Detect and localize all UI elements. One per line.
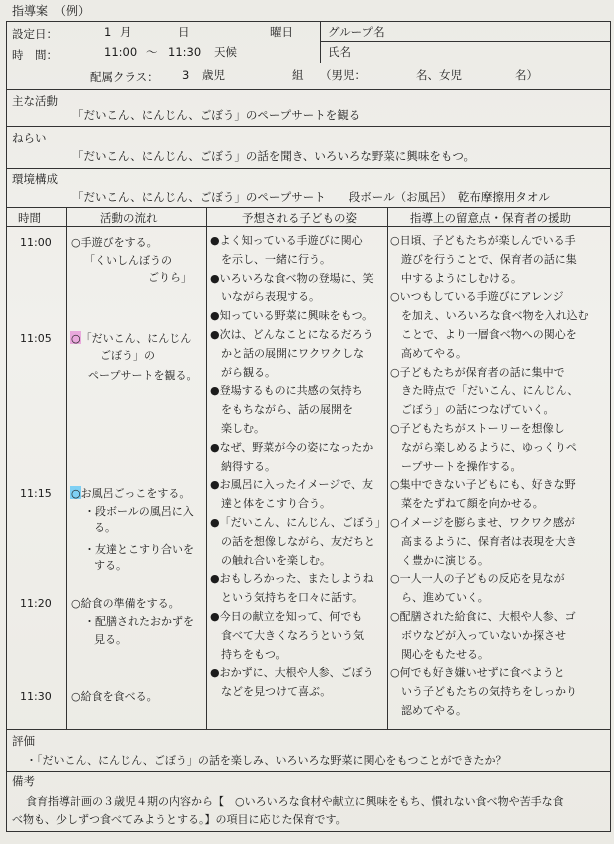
environment-text: 「だいこん、にんじん、ごぼう」のペープサート 段ボール（お風呂） 乾布摩擦用タオル — [72, 190, 550, 204]
time-separator: ～ — [146, 45, 158, 59]
main-activity-label: 主な活動 — [12, 94, 58, 108]
col-header-children: 予想される子どもの姿 — [242, 211, 357, 225]
col-header-flow: 活動の流れ — [100, 211, 158, 225]
flow-activity-3-detail: ・友達とこすり合いを — [84, 543, 194, 556]
flow-activity-4-detail: ・配膳されたおかずを — [84, 615, 194, 628]
flow-activity-1-detail: ごりら」 — [148, 271, 192, 284]
flow-activity-4: ○給食の準備をする。 — [71, 597, 180, 610]
doc-title: 指導案 （例） — [12, 4, 91, 18]
time-cell: 11:05 — [20, 332, 52, 345]
time-label: 時 間： — [12, 48, 58, 62]
col-header-time: 時間 — [18, 211, 41, 225]
day-unit: 日 — [178, 25, 190, 39]
flow-activity-3-detail: る。 — [94, 521, 116, 534]
evaluation-label: 評価 — [12, 734, 35, 748]
evaluation-text: ・「だいこん、にんじん、ごぼう」の話を楽しみ、いろいろな野菜に関心をもつことができたか？ — [26, 754, 507, 767]
time-end: 11:30 — [168, 45, 202, 59]
name-label: 氏名 — [328, 45, 351, 59]
flow-activity-1: ○手遊びをする。 — [71, 236, 158, 249]
flow-activity-1-detail: 「くいしんぼうの — [84, 254, 172, 267]
teacher-support-column: ○日頃、子どもたちが楽しんでいる手 遊びを行うことで、保育者の話に集 中するようにしむける。 ○いつもしている手遊びにアレンジ を加え、いろいろな食べ物を入れ込む ことで、より一層食べ物への関心を 高めてやる。 ○子どもたちが保育者の話に集中で きた時点で「だいこん、にんじん、 ごぼう」の話につなげていく。 ○子どもたちがストーリーを想像し ながら楽しめるように、ゆっくりペ ープサートを操作する。 ○集中できない子どもにも、好きな野 菜をたずねて顔を向かせる。 ○イメージを膨らませ、ワクワク感が 高まるように、保育者は表現を大き く豊かに演じる。 ○一人一人の子どもの反応を見なが ら、進めていく。 ○配膳された給食に、大根や人参、ゴ ボウなどが入っていないか探させ 関心をもたせる。 ○何でも好き嫌いせずに食べようと いう子どもたちの気持ちをしっかり 認めてやる。 — [390, 234, 589, 717]
time-cell: 11:20 — [20, 597, 52, 610]
aim-label: ねらい — [12, 131, 47, 145]
flow-activity-2-detail: ペープサートを観る。 — [88, 369, 198, 382]
time-cell: 11:30 — [20, 690, 52, 703]
kumi-label: 組 — [292, 68, 304, 82]
flow-activity-3-detail: する。 — [94, 559, 127, 572]
flow-activity-4-detail: 見る。 — [94, 633, 127, 646]
flow-activity-3-detail: ・段ボールの風呂に入 — [84, 505, 194, 518]
remarks-label: 備考 — [12, 774, 35, 788]
girls-unit: 名） — [515, 68, 538, 82]
aim-text: 「だいこん、にんじん、ごぼう」の話を聞き、いろいろな野菜に興味をもつ。 — [72, 149, 475, 163]
month-value: 1 — [104, 25, 112, 39]
flow-activity-2: ○「だいこん、にんじん — [71, 332, 192, 345]
group-name-label: グループ名 — [328, 25, 385, 39]
weekday-unit: 曜日 — [270, 25, 293, 39]
month-unit: 月 — [120, 25, 132, 39]
flow-activity-2-detail: ごぼう」の — [100, 349, 155, 362]
col-header-support: 指導上の留意点・保育者の援助 — [410, 211, 571, 225]
weather-label: 天候 — [214, 45, 237, 59]
boys-label: （男児： — [320, 68, 366, 82]
main-activity-text: 「だいこん、にんじん、ごぼう」のペープサートを観る — [72, 108, 361, 122]
time-cell: 11:15 — [20, 487, 52, 500]
remarks-text-line1: 食育指導計画の３歳児４期の内容から【 ○いろいろな食材や献立に興味をもち、慣れない食べ物や苦手な食 — [26, 795, 564, 808]
flow-activity-3: ○お風呂ごっこをする。 — [71, 487, 191, 500]
age-unit: 歳児 — [202, 68, 225, 82]
setting-date-label: 設定日： — [12, 27, 58, 41]
time-cell: 11:00 — [20, 236, 52, 249]
environment-label: 環境構成 — [12, 172, 58, 186]
expected-children-column: ●よく知っている手遊びに関心 を示し、一緒に行う。 ●いろいろな食べ物の登場に、笑 いながら表現する。 ●知っている野菜に興味をもつ。 ●次は、どんなことになるだろう かと話の展開にワクワクしな がら観る。 ●登場するものに共感の気持ち をもちながら、話の展開を 楽しむ。 ●なぜ、野菜が今の姿になったか 納得する。 ●お風呂に入ったイメージで、友 達と体をこすり合う。 ●「だいこん、にんじん、ごぼう」 の話を想像しながら、友だちと の触れ合いを楽しむ。 ●おもしろかった、またしようね という気持ちを口々に話す。 ●今日の献立を知って、何でも 食べて大きくなろうという気 持ちをもつ。 ●おかずに、大根や人参、ごぼう などを見つけて喜ぶ。 — [210, 234, 386, 699]
time-start: 11:00 — [104, 45, 138, 59]
class-label: 配属クラス： — [90, 70, 159, 84]
flow-activity-5: ○給食を食べる。 — [71, 690, 158, 703]
remarks-text-line2: べ物も、少しずつ食べてみようとする。】の項目に応じた保育です。 — [12, 813, 347, 826]
boys-unit: 名、女児 — [416, 68, 462, 82]
age-value: 3 — [182, 68, 190, 82]
